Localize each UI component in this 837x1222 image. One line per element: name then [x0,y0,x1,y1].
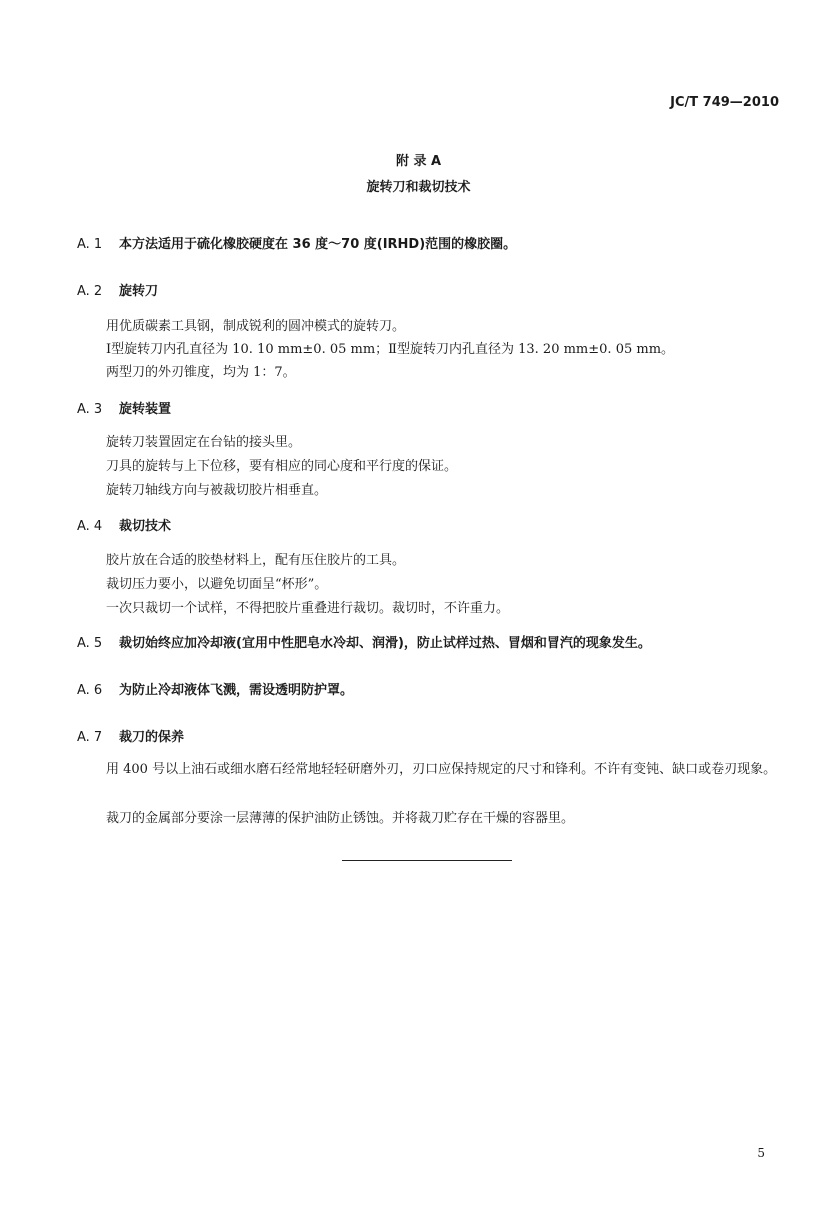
clause-a3-heading [77,398,171,417]
clause-number: A. 6 [77,683,103,698]
clause-number: A. 7 [77,730,103,745]
page-number: 5 [757,1146,765,1160]
appendix-title: 附 录 A [395,154,442,169]
paragraph: 用 400 号以上油石或细水磨石经常地轻轻研磨外刃，刃口应保持规定的尺寸和锋利。不许有变钝、缺口或卷刃现象。 [106,762,777,777]
clause-number: A. 2 [77,284,103,299]
clause-text: 为防止冷却液体飞溅，需设透明防护罩。 [119,683,354,698]
paragraph: 裁切压力要小，以避免切面呈“杯形”。 [106,577,328,592]
paragraph: 胶片放在合适的胶垫材料上，配有压住胶片的工具。 [106,553,406,568]
paragraph: 刀具的旋转与上下位移，要有相应的同心度和平行度的保证。 [106,459,458,474]
paragraph: 旋转刀轴线方向与被裁切胶片相垂直。 [106,483,328,498]
standard-number: JC/T 749—2010 [670,95,779,110]
clause-number: A. 5 [77,636,103,651]
clause-heading: 裁刀的保养 [119,730,185,745]
paragraph: 裁刀的金属部分要涂一层薄薄的保护油防止锈蚀。并将裁刀贮存在干燥的容器里。 [106,811,575,826]
appendix-subtitle: 旋转刀和裁切技术 [366,180,471,195]
clause-number: A. 3 [77,402,103,417]
clause-heading: 旋转装置 [119,402,172,417]
clause-text: 本方法适用于硫化橡胶硬度在 36 度～70 度(IRHD)范围的橡胶圈。 [119,237,517,252]
clause-number: A. 1 [77,237,103,252]
clause-number: A. 4 [77,519,103,534]
clause-a2-heading [77,280,158,299]
clause-a4-heading [77,515,171,534]
clause-heading: 裁切技术 [119,519,172,534]
paragraph: 旋转刀装置固定在台钻的接头里。 [106,435,302,450]
clause-a5 [77,632,651,651]
paragraph: 用优质碳素工具钢，制成锐利的圆冲模式的旋转刀。 [106,319,406,334]
clause-heading: 旋转刀 [119,284,159,299]
clause-a7-heading [77,726,184,745]
clause-a1 [77,233,516,252]
paragraph: 一次只裁切一个试样，不得把胶片重叠进行裁切。裁切时，不许重力。 [106,601,510,616]
clause-a6 [77,679,353,698]
end-rule [342,860,512,861]
paragraph: Ⅰ型旋转刀内孔直径为 10. 10 mm±0. 05 mm；Ⅱ型旋转刀内孔直径为 13. 20 mm±0. 05 mm。 [106,342,675,357]
clause-text: 裁切始终应加冷却液(宜用中性肥皂水冷却、润滑)，防止试样过热、冒烟和冒汽的现象发生。 [119,636,651,651]
paragraph: 两型刀的外刃锥度，均为 1：7。 [106,365,296,380]
